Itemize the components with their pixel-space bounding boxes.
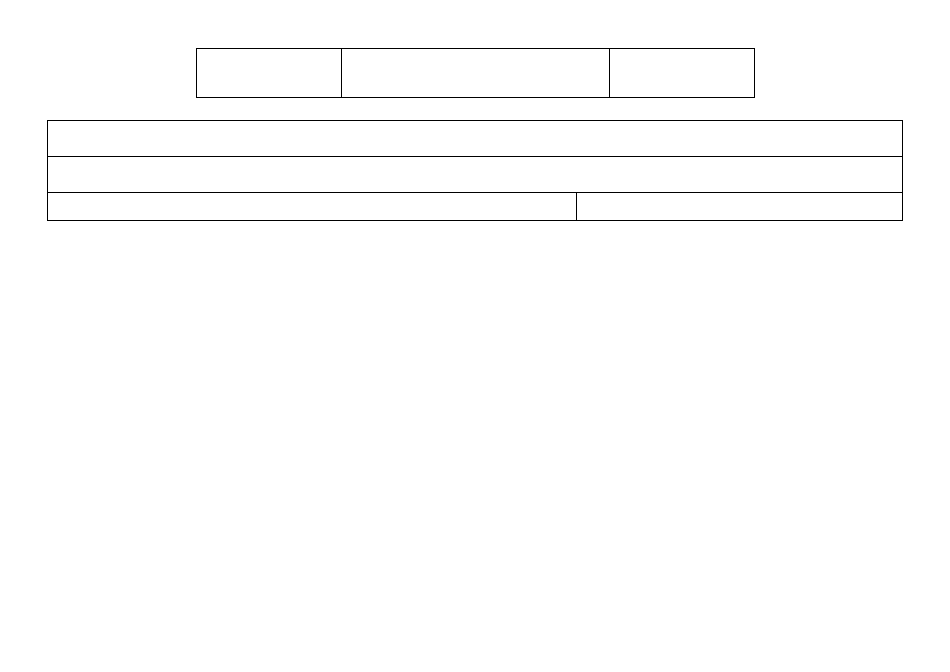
motto	[342, 49, 610, 98]
inspection-table	[47, 120, 903, 221]
notes	[48, 121, 903, 157]
page-header	[196, 48, 755, 98]
page-info	[610, 49, 755, 98]
project-name	[48, 193, 577, 221]
contractor	[576, 193, 902, 221]
header-meta	[197, 49, 342, 98]
table-title	[48, 157, 903, 193]
